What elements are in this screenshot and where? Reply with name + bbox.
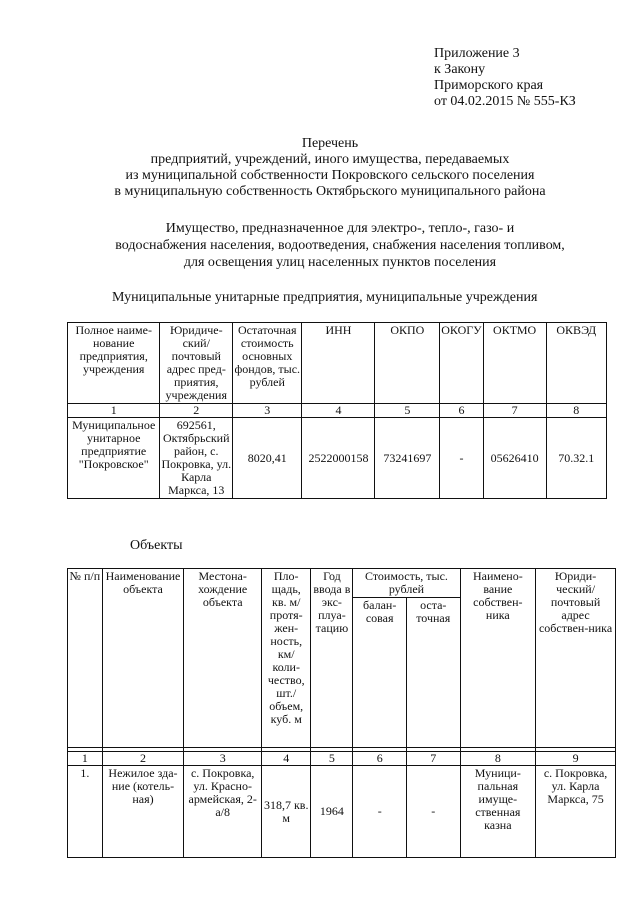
header-okogu: ОКОГУ (440, 323, 483, 404)
header-area: Пло-щадь, кв. м/ протя-жен-ность, км/ коли-чество, шт./ объем, куб. м (262, 569, 311, 748)
column-number-row (68, 752, 616, 766)
column-number: 7 (483, 404, 546, 418)
purpose-line: Имущество, предназначенное для электро-, тепло-, газо- и (165, 221, 515, 236)
column-number: 8 (546, 404, 606, 418)
object-num: 1. (68, 766, 103, 858)
column-number: 8 (460, 752, 536, 766)
appendix-line: Приморского края (434, 78, 544, 93)
column-number: 1 (68, 752, 103, 766)
header-owner-address: Юриди-ческий/ почтовый адрес собствен-ника (536, 569, 616, 748)
table-row (68, 418, 607, 499)
appendix-line: Приложение 3 (434, 46, 520, 61)
header-oktmo: ОКТМО (483, 323, 546, 404)
header-okpo: ОКПО (375, 323, 440, 404)
title-line: в муниципальную собственность Октябрьского муниципального района (114, 184, 546, 199)
header-object-name: Наименование объекта (102, 569, 184, 748)
object-owner: Муници-пальная имуще-ственная казна (460, 766, 536, 858)
header-cost-residual: оста-точная (406, 598, 460, 748)
header-owner: Наимено-вание собствен-ника (460, 569, 536, 748)
table-header-row (68, 569, 616, 598)
object-owner-address: с. Покровка, ул. Карла Маркса, 75 (536, 766, 616, 858)
object-year: 1964 (311, 766, 353, 858)
column-number: 9 (536, 752, 616, 766)
object-cost-book: - (353, 766, 407, 858)
column-number: 2 (160, 404, 233, 418)
table-row (68, 766, 616, 858)
appendix-line: к Закону (434, 62, 486, 77)
column-number: 6 (353, 752, 407, 766)
title-line: Перечень (301, 136, 359, 151)
section-heading: Муниципальные унитарные предприятия, муниципальные учреждения (112, 290, 538, 305)
column-number: 7 (406, 752, 460, 766)
enterprise-okogu: - (440, 418, 483, 499)
document-title (60, 136, 600, 200)
column-number: 4 (302, 404, 375, 418)
column-number: 4 (262, 752, 311, 766)
header-okved: ОКВЭД (546, 323, 606, 404)
object-area: 318,7 кв. м (262, 766, 311, 858)
column-number: 3 (233, 404, 302, 418)
purpose-line: водоснабжения населения, водоотведения, снабжения населения топливом, (115, 238, 565, 253)
objects-heading: Объекты (130, 538, 183, 553)
property-purpose (60, 220, 620, 271)
title-line: предприятий, учреждений, иного имущества, передаваемых (150, 152, 510, 167)
enterprises-table (67, 322, 607, 499)
appendix-line: от 04.02.2015 № 555-КЗ (434, 94, 576, 109)
column-number: 1 (68, 404, 160, 418)
column-number: 5 (311, 752, 353, 766)
header-cost: Стоимость, тыс. рублей (353, 569, 460, 598)
enterprise-inn: 2522000158 (302, 418, 375, 499)
object-location: с. Покровка, ул. Красно-армейская, 2-а/8 (184, 766, 262, 858)
enterprise-oktmo: 05626410 (483, 418, 546, 499)
header-cost-book: балан-совая (353, 598, 407, 748)
column-number: 6 (440, 404, 483, 418)
enterprise-address: 692561, Октябрьский район, с. Покровка, ул. Карла Маркса, 13 (161, 418, 232, 497)
column-number: 5 (375, 404, 440, 418)
header-year: Год ввода в экс-плуа-тацию (311, 569, 353, 748)
purpose-line: для освещения улиц населенных пунктов поселения (183, 255, 497, 270)
header-address: Юридиче-ский/ почтовый адрес пред-приятия, учреждения (160, 323, 233, 404)
column-number-row (68, 404, 607, 418)
header-inn: ИНН (302, 323, 375, 404)
title-line: из муниципальной собственности Покровского сельского поселения (125, 168, 535, 183)
header-residual-value: Остаточная стоимость основных фондов, тыс. рублей (233, 323, 302, 404)
header-name: Полное наиме-нование предприятия, учреждения (68, 323, 160, 404)
column-number: 3 (184, 752, 262, 766)
column-number: 2 (102, 752, 184, 766)
appendix-note (434, 46, 576, 110)
object-name: Нежилое зда-ние (котель-ная) (102, 766, 184, 858)
header-num: № п/п (68, 569, 103, 748)
objects-table (67, 568, 616, 858)
enterprise-name: Муниципальное унитарное предприятие "Покровское" (68, 418, 160, 499)
table-header-row (68, 323, 607, 404)
object-cost-residual: - (406, 766, 460, 858)
header-location: Местона-хождение объекта (184, 569, 262, 748)
enterprise-okpo: 73241697 (375, 418, 440, 499)
enterprise-residual-value: 8020,41 (233, 418, 302, 499)
enterprise-okved: 70.32.1 (546, 418, 606, 499)
